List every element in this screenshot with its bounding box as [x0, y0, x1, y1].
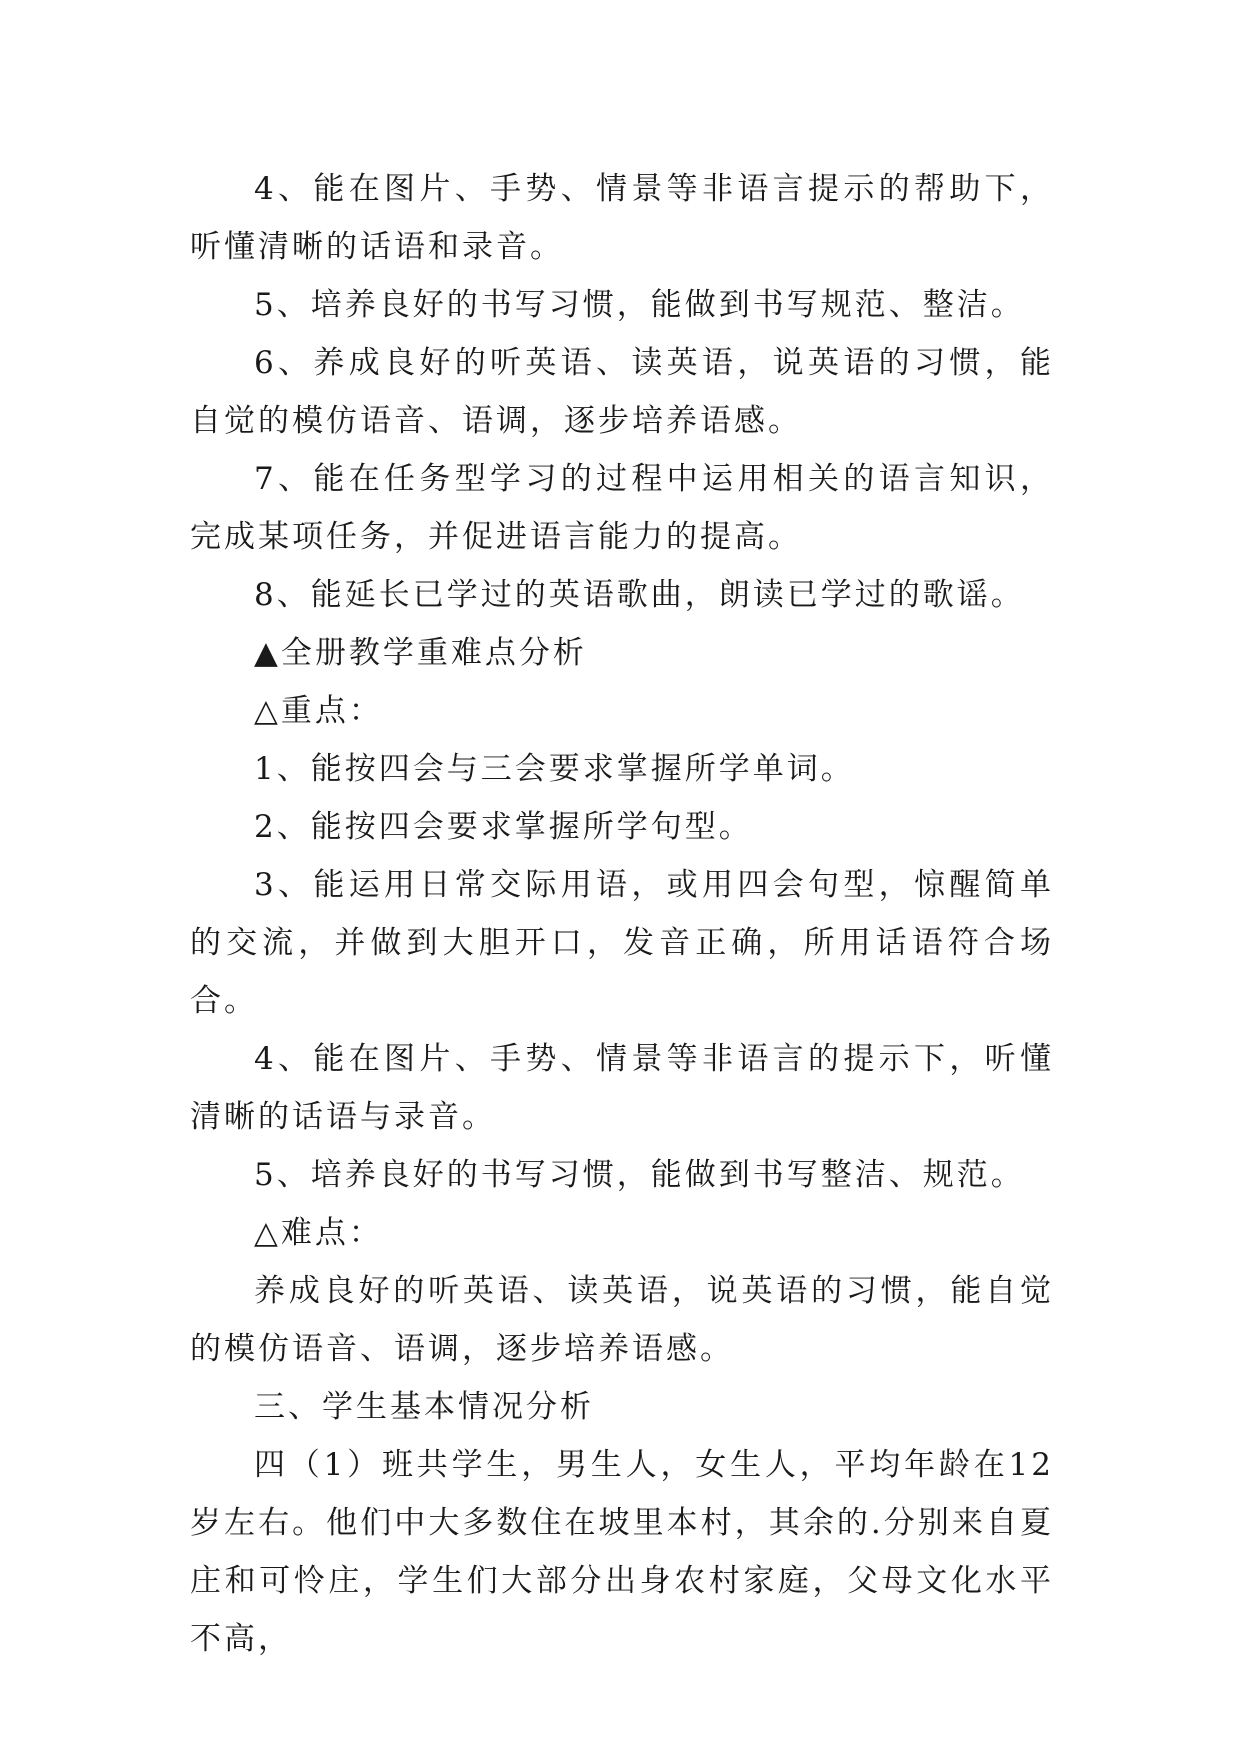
paragraph-goal-6: 6、养成良好的听英语、读英语，说英语的习惯，能自觉的模仿语音、语调，逐步培养语感。	[190, 345, 1054, 439]
document-body	[190, 160, 1054, 1668]
paragraph-goal-4: 4、能在图片、手势、情景等非语言提示的帮助下，听懂清晰的话语和录音。	[190, 171, 1054, 265]
paragraph-goal-7: 7、能在任务型学习的过程中运用相关的语言知识，完成某项任务，并促进语言能力的提高。	[190, 461, 1054, 555]
paragraph-key-5: 5、培养良好的书写习惯，能做到书写整洁、规范。	[254, 1157, 1025, 1193]
paragraph-student-analysis: 四（1）班共学生，男生人，女生人，平均年龄在12岁左右。他们中大多数住在坡里本村，其余的.分别来自夏庄和可怜庄，学生们大部分出身农村家庭，父母文化水平不高，	[190, 1447, 1054, 1657]
paragraph-key-3: 3、能运用日常交际用语，或用四会句型，惊醒简单的交流，并做到大胆开口，发音正确，所用话语符合场合。	[190, 867, 1054, 1019]
subheading-key-points: △重点：	[254, 693, 383, 729]
paragraph-difficult: 养成良好的听英语、读英语，说英语的习惯，能自觉的模仿语音、语调，逐步培养语感。	[190, 1273, 1054, 1367]
paragraph-key-4: 4、能在图片、手势、情景等非语言的提示下，听懂清晰的话语与录音。	[190, 1041, 1054, 1135]
section-heading-student-analysis: 三、学生基本情况分析	[254, 1389, 594, 1425]
section-heading-key-difficult-points: ▲全册教学重难点分析	[254, 635, 587, 671]
paragraph-goal-5: 5、培养良好的书写习惯，能做到书写规范、整洁。	[254, 287, 1025, 323]
paragraph-key-1: 1、能按四会与三会要求掌握所学单词。	[254, 751, 855, 787]
paragraph-goal-8: 8、能延长已学过的英语歌曲，朗读已学过的歌谣。	[254, 577, 1025, 613]
paragraph-key-2: 2、能按四会要求掌握所学句型。	[254, 809, 753, 845]
subheading-difficult-points: △难点：	[254, 1215, 383, 1251]
